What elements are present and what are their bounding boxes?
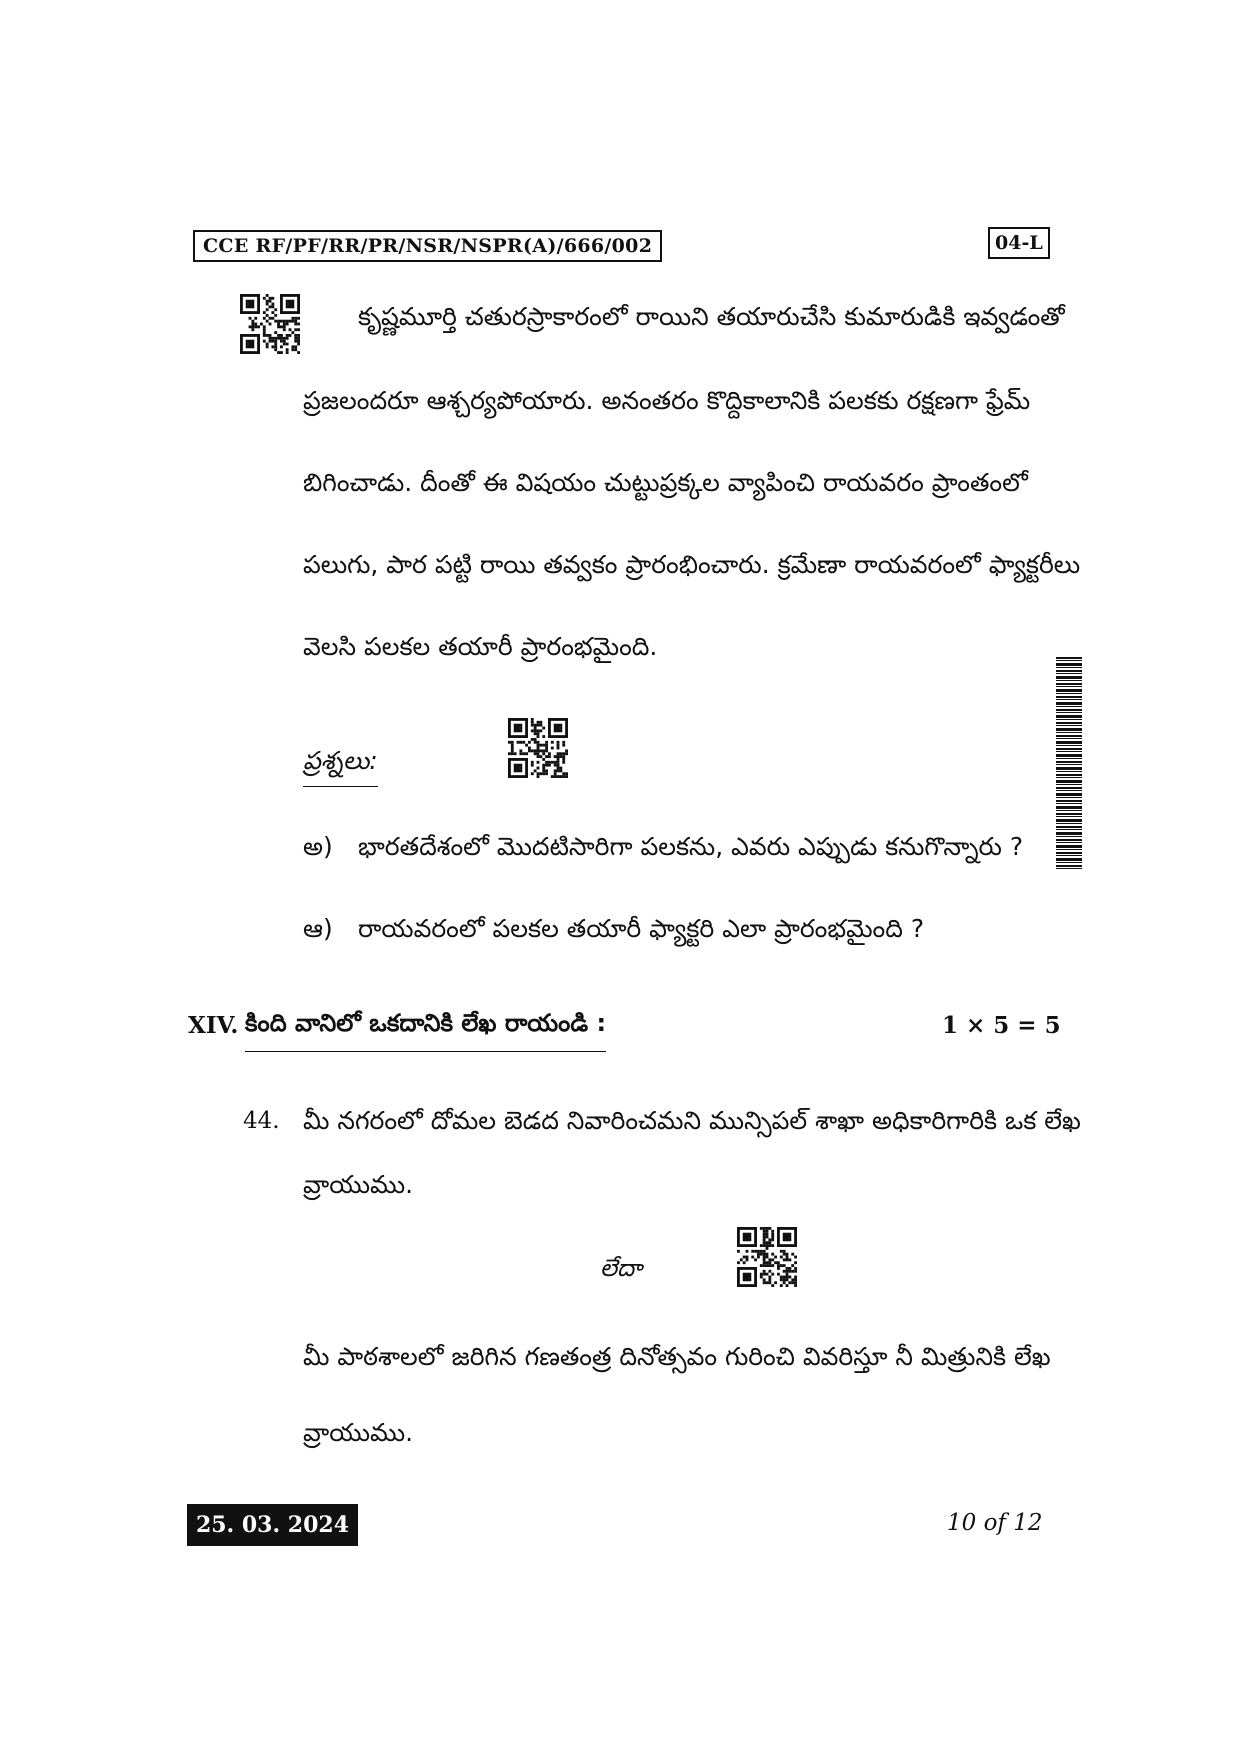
question-marker-a: అ): [303, 832, 333, 861]
page-number: 10 of 12: [947, 1510, 1043, 1536]
or-label: లేదా: [600, 1254, 642, 1282]
qr-code-icon: [508, 718, 568, 778]
passage-line-5: వెలసి పలకల తయారీ ప్రారంభమైంది.: [303, 632, 658, 661]
questions-heading: ప్రశ్నలు:: [303, 746, 378, 787]
qr-code-icon: [240, 294, 300, 354]
question-number: 44.: [243, 1108, 280, 1134]
passage-line-4: పలుగు, పార పట్టి రాయి తవ్వకం ప్రారంభించారు. క్రమేణా రాయవరంలో ఫ్యాక్టరీలు: [303, 550, 1081, 579]
option-a-line-2: వ్రాయుము.: [303, 1170, 414, 1199]
paper-code: CCE RF/PF/RR/PR/NSR/NSPR(A)/666/002: [193, 230, 662, 262]
option-b-line-2: వ్రాయుము.: [303, 1418, 414, 1447]
passage-line-3: బిగించాడు. దీంతో ఈ విషయం చుట్టుప్రక్కల వ్యాపించి రాయవరం ప్రాంతంలో: [303, 468, 1028, 497]
section-number: XIV.: [188, 1012, 239, 1039]
question-marker-aa: ఆ): [303, 914, 333, 943]
section-title: కింది వానిలో ఒకదానికి లేఖ రాయండి :: [245, 1009, 606, 1052]
barcode-icon: [1056, 657, 1082, 870]
exam-date: 25. 03. 2024: [187, 1504, 358, 1546]
option-b-line-1: మీ పాఠశాలలో జరిగిన గణతంత్ర దినోత్సవం గురించి వివరిస్తూ నీ మిత్రునికి లేఖ: [303, 1342, 1051, 1371]
question-a-text: భారతదేశంలో మొదటిసారిగా పలకను, ఎవరు ఎప్పుడు కనుగొన్నారు ?: [358, 832, 1024, 861]
section-marks: 1 × 5 = 5: [942, 1012, 1061, 1039]
passage-line-1: కృష్ణమూర్తి చతురస్రాకారంలో రాయిని తయారుచేసి కుమారుడికి ఇవ్వడంతో: [358, 302, 1065, 331]
option-a-line-1: మీ నగరంలో దోమల బెడద నివారించమని మున్సిపల్ శాఖా అధికారిగారికి ఒక లేఖ: [303, 1106, 1081, 1135]
set-code: 04-L: [988, 227, 1050, 259]
question-aa-text: రాయవరంలో పలకల తయారీ ఫ్యాక్టరి ఎలా ప్రారంభమైంది ?: [358, 914, 925, 943]
passage-line-2: ప్రజలందరూ ఆశ్చర్యపోయారు. అనంతరం కొద్దికాలానికి పలకకు రక్షణగా ఫ్రేమ్: [303, 386, 1031, 415]
qr-code-icon: [737, 1227, 797, 1287]
